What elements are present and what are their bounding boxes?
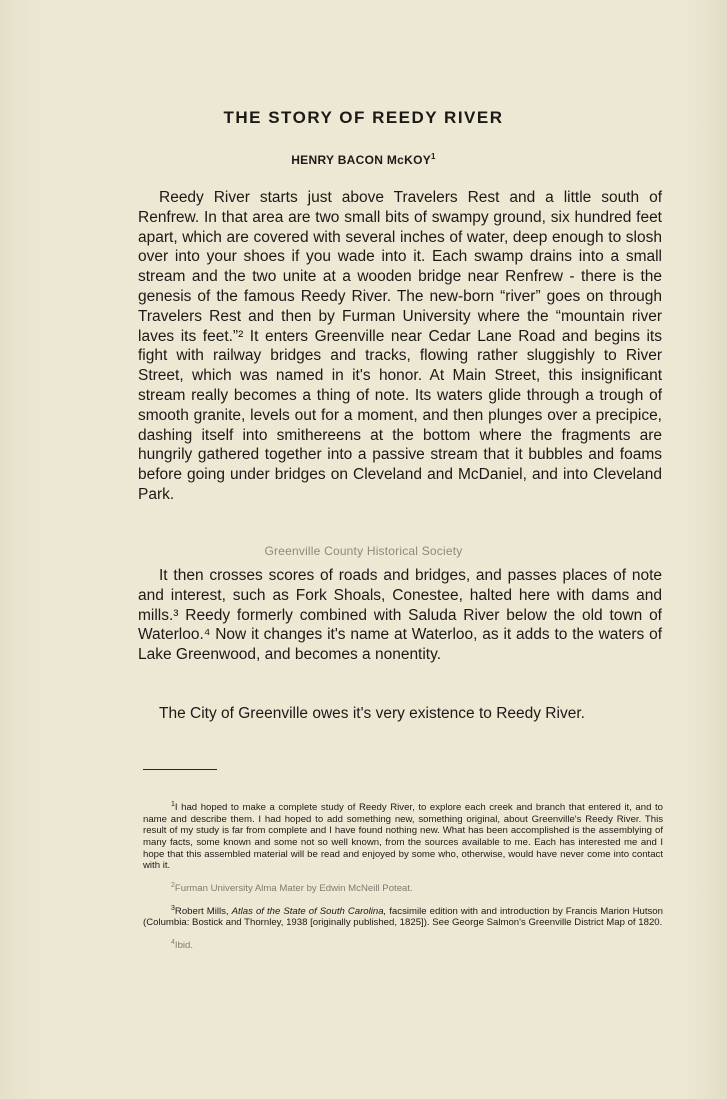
author-name: HENRY BACON McKOY	[291, 153, 432, 167]
watermark: Greenville County Historical Society	[264, 544, 463, 558]
footnote-book-title: Atlas of the State of South Carolina,	[231, 905, 387, 917]
article-title: THE STORY OF REEDY RIVER	[223, 108, 504, 127]
footnote-text: Furman University Alma Mater by Edwin McNeill Poteat.	[174, 882, 413, 894]
footnote-mark: 1	[171, 801, 175, 808]
footnotes	[143, 799, 663, 960]
footnote-2	[143, 880, 663, 895]
paragraph-3: The City of Greenville owes it's very existence to Reedy River.	[159, 705, 585, 722]
author-footnote-mark: 1	[431, 152, 436, 161]
footnote-text-post: facsimile edition with and introduction by Francis Marion Hutson (Columbia: Bostick and Thornley, 1938 [originally published, 1825]). See George Salmon's Greenville District Map of 1820.	[143, 905, 663, 929]
footnote-text: I had hoped to make a complete study of Reedy River, to explore each creek and branch that entered it, and to name and describe them. I had hoped to add something new, something original, about Greenville's Reedy River. This result of my study is far from complete and I have found nothing new. What has been accomplished is the assemblying of many facts, some known and some not so well known, from the sources available to me. Each has interested me and I hope that this assembled material will be read and enjoyed by some who, otherwise, would have never come into contact with it.	[143, 802, 663, 872]
footnote-mark: 3	[171, 904, 175, 912]
paragraph-2: It then crosses scores of roads and bridges, and passes places of note and interest, such as Fork Shoals, Conestee, halted here with dams and mills.³ Reedy formerly combined with Saluda River below the old town of Waterloo.⁴ Now it changes it's name at Waterloo, as it adds to the waters of Lake Greenwood, and becomes a nonentity.	[138, 567, 662, 664]
footnote-mark: 2	[171, 881, 175, 889]
article-author	[0, 152, 727, 167]
footnote-mark: 4	[171, 938, 175, 946]
footnote-text-pre: Robert Mills,	[174, 905, 232, 917]
footnote-divider	[143, 769, 217, 770]
footnote-1	[143, 799, 663, 872]
footnote-text: Ibid.	[174, 940, 194, 952]
footnote-4	[143, 937, 663, 952]
paragraph-1: Reedy River starts just above Travelers Rest and a little south of Renfrew. In that area are two small bits of swampy ground, six hundred feet apart, which are covered with several inches of water, deep enough to slosh over into your shoes if you wade into it. Each swamp drains into a small stream and the two unite at a wooden bridge near Renfrew - there is the genesis of the famous Reedy River. The new-born “river” goes on through Travelers Rest and then by Furman University where the “mountain river laves its feet.”² It enters Greenville near Cedar Lane Road and begins its fight with railway bridges and tracks, flowing rather sluggishly to River Street, which was named in it's honor. At Main Street, this insignificant stream really becomes a thing of note. Its waters glide through a trough of smooth granite, levels out for a moment, and then plunges over a precipice, dashing itself into smithereens at the bottom where the fragments are hungrily gathered together into a passive stream that it bubbles and foams before going under bridges on Cleveland and McDaniel, and into Cleveland Park.	[138, 189, 662, 503]
footnote-3	[143, 903, 663, 929]
